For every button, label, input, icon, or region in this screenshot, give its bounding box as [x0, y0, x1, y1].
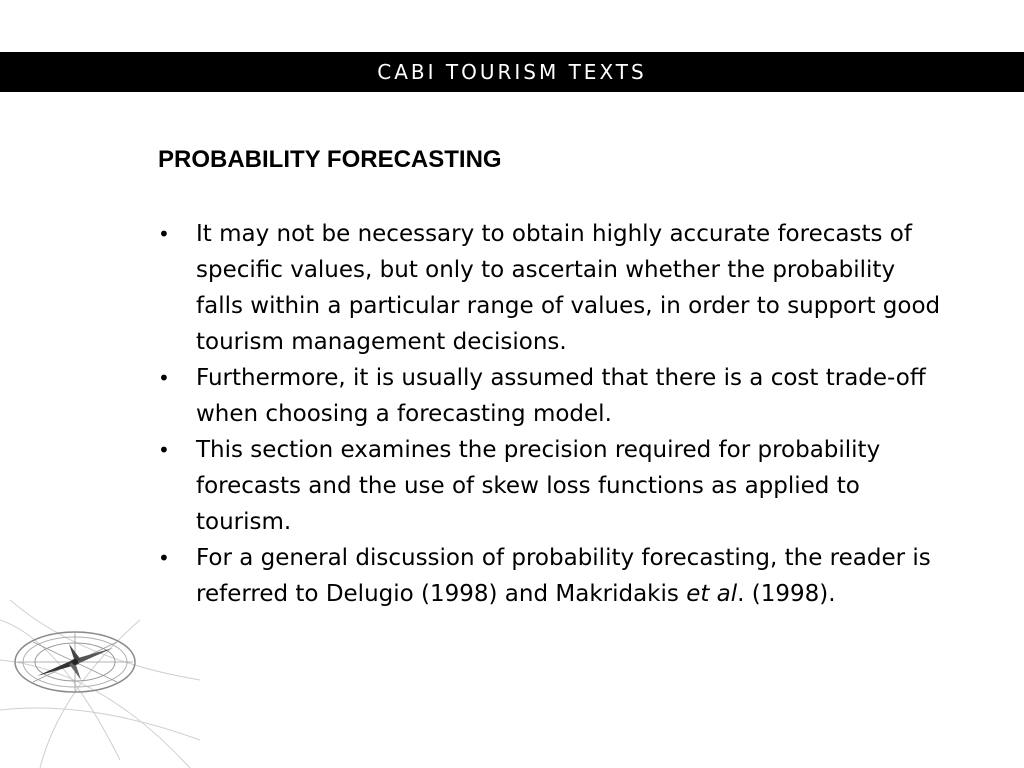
bullet-text-italic: et al	[686, 581, 738, 607]
banner-title: CABI TOURISM TEXTS	[377, 60, 647, 84]
slide-title: PROBABILITY FORECASTING	[158, 146, 502, 173]
bullet-item	[158, 432, 948, 540]
bullet-text-before: For a general discussion of probability forecasting, the reader is referred to Delugio (1998) and Makridakis	[196, 545, 931, 607]
bullet-text: This section examines the precision required for probability forecasts and the use of skew loss functions as applied to tourism.	[196, 437, 881, 535]
bullet-item	[158, 540, 948, 612]
bullet-text: Furthermore, it is usually assumed that there is a cost trade-off when choosing a forecasting model.	[196, 365, 926, 427]
bullet-item	[158, 216, 948, 360]
bullet-icon: •	[158, 222, 170, 246]
bullet-list	[158, 216, 948, 612]
bullet-icon: •	[158, 546, 170, 570]
bullet-icon: •	[158, 438, 170, 462]
compass-rose-icon	[0, 600, 200, 768]
bullet-text: It may not be necessary to obtain highly accurate forecasts of specific values, but only to ascertain whether the probability falls within a particular range of values, in order to support good tourism management decisions.	[196, 221, 941, 355]
bullet-icon: •	[158, 366, 170, 390]
bullet-item	[158, 360, 948, 432]
header-banner	[0, 52, 1024, 92]
bullet-text-after: . (1998).	[737, 581, 836, 607]
